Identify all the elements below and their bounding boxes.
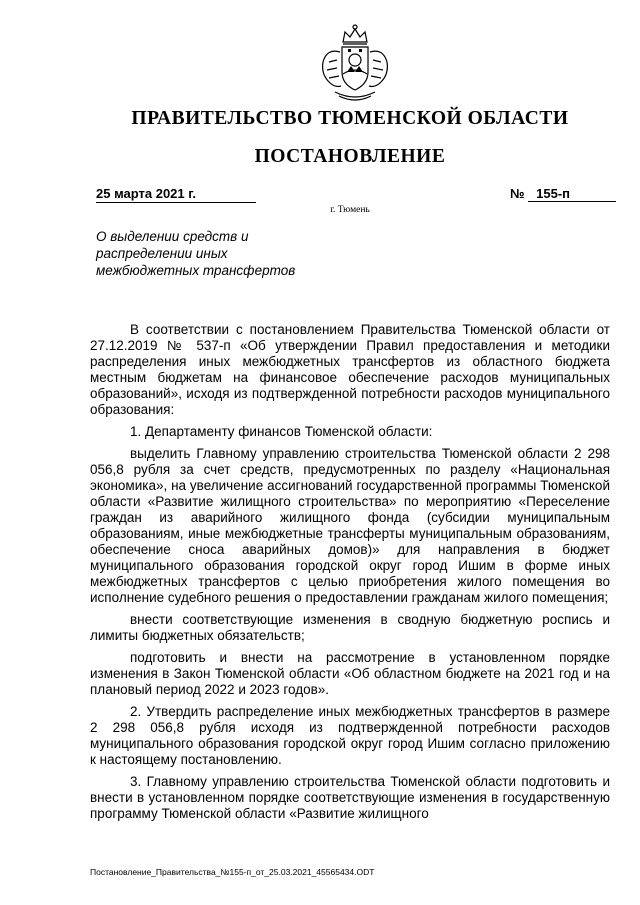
file-footer: Постановление_Правительства_№155-п_от_25.03.2021_45565434.ODT [90,867,375,877]
body-paragraph: подготовить и внести на рассмотрение в установленном порядке изменения в Закон Тюменской области «Об областном бюджете на 2021 год и на плановый период 2022 и 2023 годов». [90,650,610,697]
organization-title: ПРАВИТЕЛЬСТВО ТЮМЕНСКОЙ ОБЛАСТИ [131,108,569,129]
tyumen-coat-of-arms-icon [315,22,395,104]
number-sign: № [510,186,525,201]
body-paragraph: 1. Департаменту финансов Тюменской области: [130,424,433,439]
subject-line: О выделении средств и [96,229,249,244]
body-paragraph: 3. Главному управлению строительства Тюменской области подготовить и внести в установленном порядке соответствующие изменения в государственную программу Тюменской области «Развитие жилищного [90,774,610,821]
document-number [510,186,616,202]
body-paragraph: внести соответствующие изменения в сводную бюджетную роспись и лимиты бюджетных обязательств; [90,612,610,643]
document-type-heading: ПОСТАНОВЛЕНИЕ [254,146,446,167]
document-subject [96,228,295,279]
document-date: 25 марта 2021 г. [96,186,256,203]
body-paragraph: выделить Главному управлению строительства Тюменской области 2 298 056,8 рубля за счет средств, предусмотренных по разделу «Национальная экономика», на увеличение ассигнований государственной программы Тюменской области «Развитие жилищного строительства» по мероприятию «Переселение граждан из аварийного жилищного фонда (субсидии муниципальным образованиям, иные межбюджетные трансферты муниципальным образованиям, обеспечение сноса аварийных домов)» для направления в бюджет муниципального образования городской округ город Ишим в форме иных межбюджетных трансфертов с целью приобретения жилого помещения во исполнение судебного решения о предоставлении гражданам жилого помещения; [90,446,610,605]
document-body [90,322,610,828]
city-label: г. Тюмень [330,205,370,215]
body-paragraph: 2. Утвердить распределение иных межбюджетных трансфертов в размере 2 298 056,8 рубля исходя из подтвержденной потребности расходов муниципального образования городской округ город Ишим согласно приложению к настоящему постановлению. [90,704,610,767]
body-paragraph: В соответствии с постановлением Правительства Тюменской области от 27.12.2019 № 537-п «Об утверждении Правил предоставления и методики распределения иных межбюджетных трансфертов из областного бюджета местным бюджетам на финансовое обеспечение расходов муниципальных образований», исходя из подтвержденной потребности расходов муниципального образования: [90,322,610,417]
number-value: 155-п [528,186,616,202]
subject-line: распределении иных [96,246,228,261]
subject-line: межбюджетных трансфертов [96,263,296,278]
